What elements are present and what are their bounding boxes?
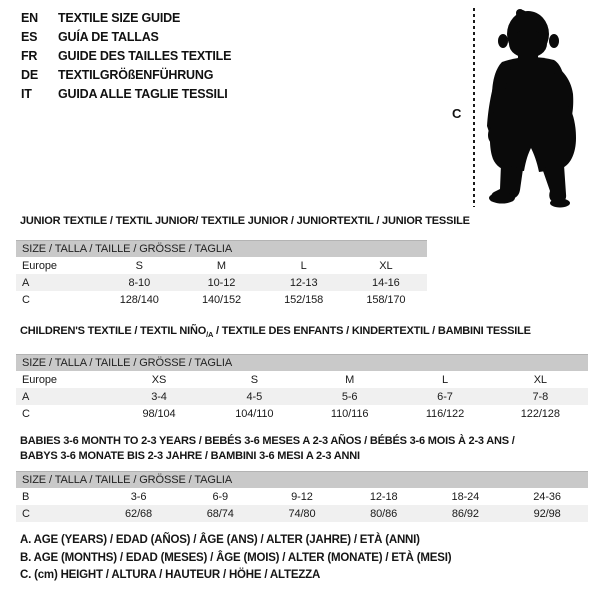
size-cell: 5-6 xyxy=(302,388,397,405)
height-measure-label: C xyxy=(452,106,462,121)
lang-code: FR xyxy=(21,49,38,63)
size-cell: M xyxy=(345,373,355,386)
row-label: C xyxy=(22,293,30,306)
size-header: SIZE / TALLA / TAILLE / GRÖSSE / TAGLIA xyxy=(16,472,588,489)
size-cell: 4-5 xyxy=(207,388,302,405)
lang-code: DE xyxy=(21,68,38,82)
children-textile-title xyxy=(20,324,588,342)
lang-title: GUÍA DE TALLAS xyxy=(58,30,159,44)
title-line-2: BABYS 3-6 MONATE BIS 2-3 JAHRE / BAMBINI 3-6 MESI A 2-3 ANNI xyxy=(20,449,360,462)
size-cell: 14-16 xyxy=(345,274,427,291)
size-tables-content xyxy=(16,214,588,522)
babies-textile-section xyxy=(16,434,588,522)
lang-code: ES xyxy=(21,30,38,44)
lang-title: TEXTILGRÖßENFÜHRUNG xyxy=(58,68,214,82)
size-cell: 12-18 xyxy=(369,490,398,503)
table-row xyxy=(16,388,588,405)
size-cell: 110/116 xyxy=(330,407,369,420)
title-subscript: /A xyxy=(206,330,214,340)
table-row xyxy=(16,488,588,505)
list-item xyxy=(21,9,231,28)
table-row xyxy=(16,405,588,422)
babies-textile-title xyxy=(20,434,588,463)
size-cell: 3-4 xyxy=(111,388,206,405)
babies-textile-table xyxy=(16,471,588,522)
size-cell: 152/158 xyxy=(284,293,324,306)
size-cell: XL xyxy=(379,259,393,272)
measure-legend xyxy=(20,532,451,585)
table-row xyxy=(16,371,588,388)
height-dashed-line xyxy=(473,8,475,207)
size-cell: 18-24 xyxy=(451,490,480,503)
size-cell: L xyxy=(441,373,448,386)
size-cell: 92/98 xyxy=(506,505,588,522)
row-label: C xyxy=(16,505,98,522)
size-cell: 74/80 xyxy=(261,505,343,522)
size-cell: 140/152 xyxy=(201,293,241,306)
size-cell: 9-12 xyxy=(291,490,313,503)
junior-textile-title: JUNIOR TEXTILE / TEXTIL JUNIOR/ TEXTILE JUNIOR / JUNIORTEXTIL / JUNIOR TESSILE xyxy=(20,215,470,227)
size-cell: 86/92 xyxy=(425,505,507,522)
size-cell: 7-8 xyxy=(493,388,588,405)
size-cell: XS xyxy=(151,373,167,386)
lang-title: GUIDE DES TAILLES TEXTILE xyxy=(58,49,232,63)
size-cell: 128/140 xyxy=(119,293,159,306)
table-row xyxy=(16,274,427,291)
junior-textile-section xyxy=(16,214,588,308)
size-cell: 6-7 xyxy=(397,388,492,405)
size-cell: 8-10 xyxy=(98,274,180,291)
size-cell: 3-6 xyxy=(130,490,147,503)
size-cell: S xyxy=(250,373,258,386)
title-text: / TEXTILE DES ENFANTS / KINDERTEXTIL / BAMBINI TESSILE xyxy=(213,325,531,337)
size-cell: 98/104 xyxy=(142,407,176,420)
size-cell: L xyxy=(300,259,307,272)
list-item xyxy=(21,47,231,66)
title-line-1: BABIES 3-6 MONTH TO 2-3 YEARS / BEBÉS 3-6 MESES A 2-3 AÑOS / BÉBÉS 3-6 MOIS À 2-3 ANS / xyxy=(20,435,515,448)
size-cell: 80/86 xyxy=(343,505,425,522)
size-cell: XL xyxy=(533,373,547,386)
size-header: SIZE / TALLA / TAILLE / GRÖSSE / TAGLIA xyxy=(16,355,588,372)
junior-textile-table xyxy=(16,240,427,308)
size-cell: 68/74 xyxy=(179,505,261,522)
list-item xyxy=(21,85,231,104)
size-cell: 10-12 xyxy=(180,274,262,291)
table-row xyxy=(16,257,427,274)
size-cell: 12-13 xyxy=(263,274,345,291)
baby-silhouette-image xyxy=(486,8,584,210)
lang-title: GUIDA ALLE TAGLIE TESSILI xyxy=(58,87,228,101)
title-text: CHILDREN'S TEXTILE / TEXTIL NIÑO xyxy=(20,325,207,337)
list-item xyxy=(21,28,231,47)
row-label: B xyxy=(22,490,30,503)
size-cell: 24-36 xyxy=(533,490,561,503)
lang-title: TEXTILE SIZE GUIDE xyxy=(58,11,181,25)
size-header: SIZE / TALLA / TAILLE / GRÖSSE / TAGLIA xyxy=(16,241,427,258)
size-cell: 104/110 xyxy=(235,407,274,420)
children-textile-section xyxy=(16,324,588,422)
height-measure-figure xyxy=(450,8,600,210)
legend-line-c: C. (cm) HEIGHT / ALTURA / HAUTEUR / HÖHE / ALTEZZA xyxy=(20,569,321,581)
row-label: Europe xyxy=(22,259,57,272)
row-label: C xyxy=(22,407,30,420)
size-cell: 116/122 xyxy=(425,407,465,420)
row-label: A xyxy=(16,388,111,405)
size-cell: 158/170 xyxy=(366,293,406,306)
legend-line-b: B. AGE (MONTHS) / EDAD (MESES) / ÂGE (MOIS) / ALTER (MONATE) / ETÀ (MESI) xyxy=(20,551,452,564)
list-item xyxy=(21,66,231,85)
children-textile-table xyxy=(16,354,588,422)
size-cell: S xyxy=(135,259,143,272)
size-cell: 6-9 xyxy=(212,490,229,503)
table-row xyxy=(16,505,588,522)
size-cell: 122/128 xyxy=(520,407,560,420)
size-cell: M xyxy=(216,259,226,272)
legend-line-a: A. AGE (YEARS) / EDAD (AÑOS) / ÂGE (ANS) / ALTER (JAHRE) / ETÀ (ANNI) xyxy=(20,534,420,546)
lang-code: EN xyxy=(21,11,38,25)
size-cell: 62/68 xyxy=(98,505,180,522)
row-label: A xyxy=(16,274,98,291)
lang-code: IT xyxy=(21,87,32,101)
table-row xyxy=(16,291,427,308)
row-label: Europe xyxy=(22,373,57,386)
language-title-list xyxy=(21,9,231,104)
